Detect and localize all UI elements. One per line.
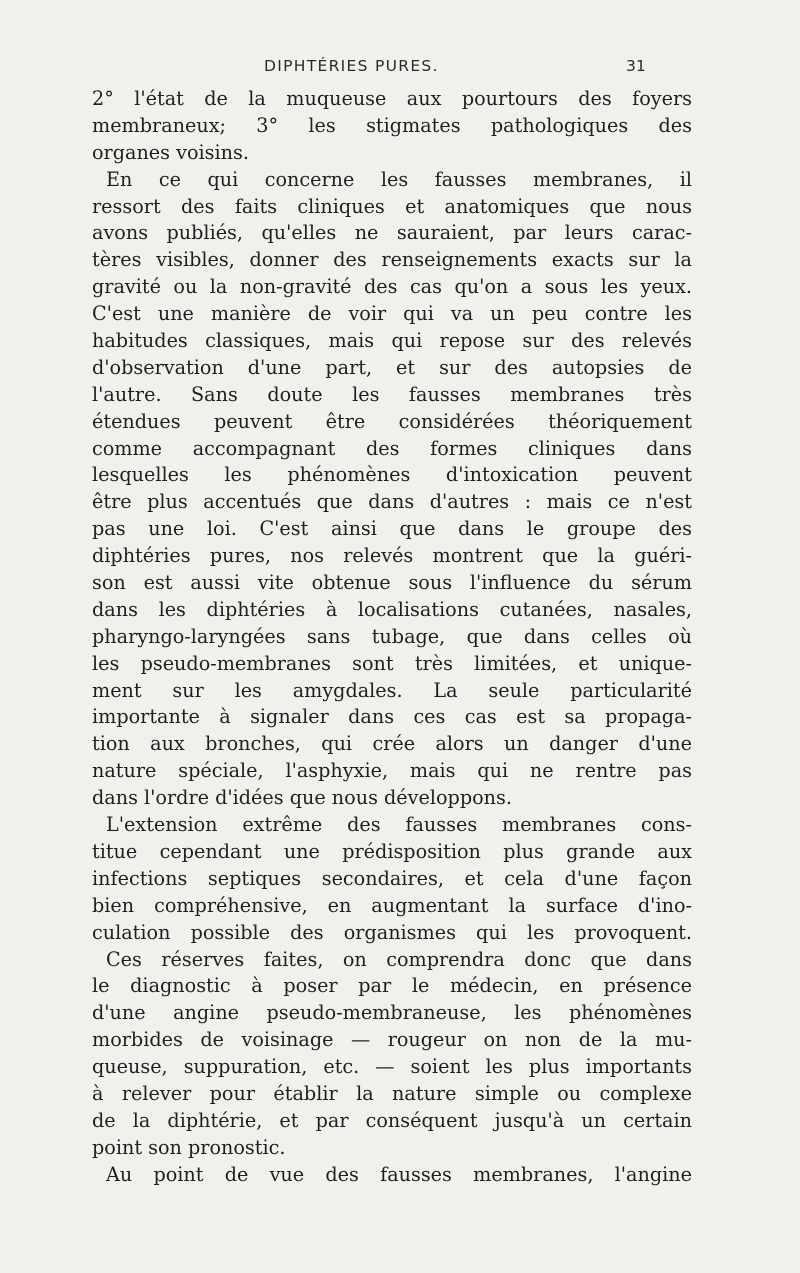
text-line: C'est une manière de voir qui va un peu contre les bbox=[92, 302, 692, 326]
text-line: d'observation d'une part, et sur des autopsies de bbox=[92, 355, 692, 379]
text-line: tères visibles, donner des renseignements exacts sur la bbox=[92, 248, 692, 272]
text-line: pas une loi. C'est ainsi que dans le groupe des bbox=[92, 517, 692, 541]
paragraph-start-line: Ces réserves faites, on comprendra donc que dans bbox=[106, 947, 692, 971]
text-line: être plus accentués que dans d'autres : mais ce n'est bbox=[92, 490, 692, 514]
text-line: étendues peuvent être considérées théoriquement bbox=[92, 409, 692, 433]
text-line: l'autre. Sans doute les fausses membranes très bbox=[92, 382, 692, 406]
text-line: son est aussi vite obtenue sous l'influence du sérum bbox=[92, 571, 692, 595]
text-line: organes voisins. bbox=[92, 140, 249, 164]
paragraph-start-line: En ce qui concerne les fausses membranes, il bbox=[106, 167, 692, 191]
text-line: diphtéries pures, nos relevés montrent que la guéri- bbox=[92, 544, 692, 568]
text-line: membraneux; 3° les stigmates pathologiques des bbox=[92, 113, 692, 137]
text-line: 2° l'état de la muqueuse aux pourtours des foyers bbox=[92, 87, 692, 110]
text-line: point son pronostic. bbox=[92, 1135, 286, 1159]
text-line: comme accompagnant des formes cliniques dans bbox=[92, 436, 692, 460]
body-text bbox=[92, 86, 692, 1189]
text-line: ressort des faits cliniques et anatomiques que nous bbox=[92, 194, 692, 218]
text-line: culation possible des organismes qui les provoquent. bbox=[92, 920, 692, 944]
text-line: titue cependant une prédisposition plus grande aux bbox=[92, 839, 692, 863]
text-line: bien compréhensive, en augmentant la surface d'ino- bbox=[92, 893, 692, 917]
text-line: nature spéciale, l'asphyxie, mais qui ne rentre pas bbox=[92, 759, 692, 783]
text-line: infections septiques secondaires, et cela d'une façon bbox=[92, 866, 692, 890]
paragraph-start-line: L'extension extrême des fausses membranes cons- bbox=[106, 813, 692, 837]
text-line: importante à signaler dans ces cas est sa propaga- bbox=[92, 705, 692, 729]
text-line: queuse, suppuration, etc. — soient les plus importants bbox=[92, 1055, 692, 1079]
text-line: gravité ou la non-gravité des cas qu'on a sous les yeux. bbox=[92, 275, 692, 299]
text-line: lesquelles les phénomènes d'intoxication peuvent bbox=[92, 463, 692, 487]
text-line: dans les diphtéries à localisations cutanées, nasales, bbox=[92, 597, 692, 621]
text-line: ment sur les amygdales. La seule particularité bbox=[92, 678, 692, 702]
page-number: 31 bbox=[626, 57, 646, 75]
text-line: tion aux bronches, qui crée alors un danger d'une bbox=[92, 732, 692, 756]
text-line: le diagnostic à poser par le médecin, en présence bbox=[92, 974, 692, 998]
text-line: pharyngo-laryngées sans tubage, que dans celles où bbox=[92, 624, 692, 648]
text-line: de la diphtérie, et par conséquent jusqu'à un certain bbox=[92, 1108, 692, 1132]
text-line: à relever pour établir la nature simple ou complexe bbox=[92, 1081, 692, 1105]
text-line: les pseudo-membranes sont très limitées, et unique- bbox=[92, 651, 692, 675]
text-line: dans l'ordre d'idées que nous développons. bbox=[92, 786, 512, 810]
paragraph-start-line: Au point de vue des fausses membranes, l'angine bbox=[106, 1162, 692, 1186]
running-head bbox=[0, 0, 800, 80]
text-line: habitudes classiques, mais qui repose sur des relevés bbox=[92, 329, 692, 353]
text-line: d'une angine pseudo-membraneuse, les phénomènes bbox=[92, 1001, 692, 1025]
text-line: morbides de voisinage — rougeur on non de la mu- bbox=[92, 1028, 692, 1052]
running-title: DIPHTÉRIES PURES. bbox=[264, 57, 439, 75]
text-line: avons publiés, qu'elles ne sauraient, par leurs carac- bbox=[92, 221, 692, 245]
